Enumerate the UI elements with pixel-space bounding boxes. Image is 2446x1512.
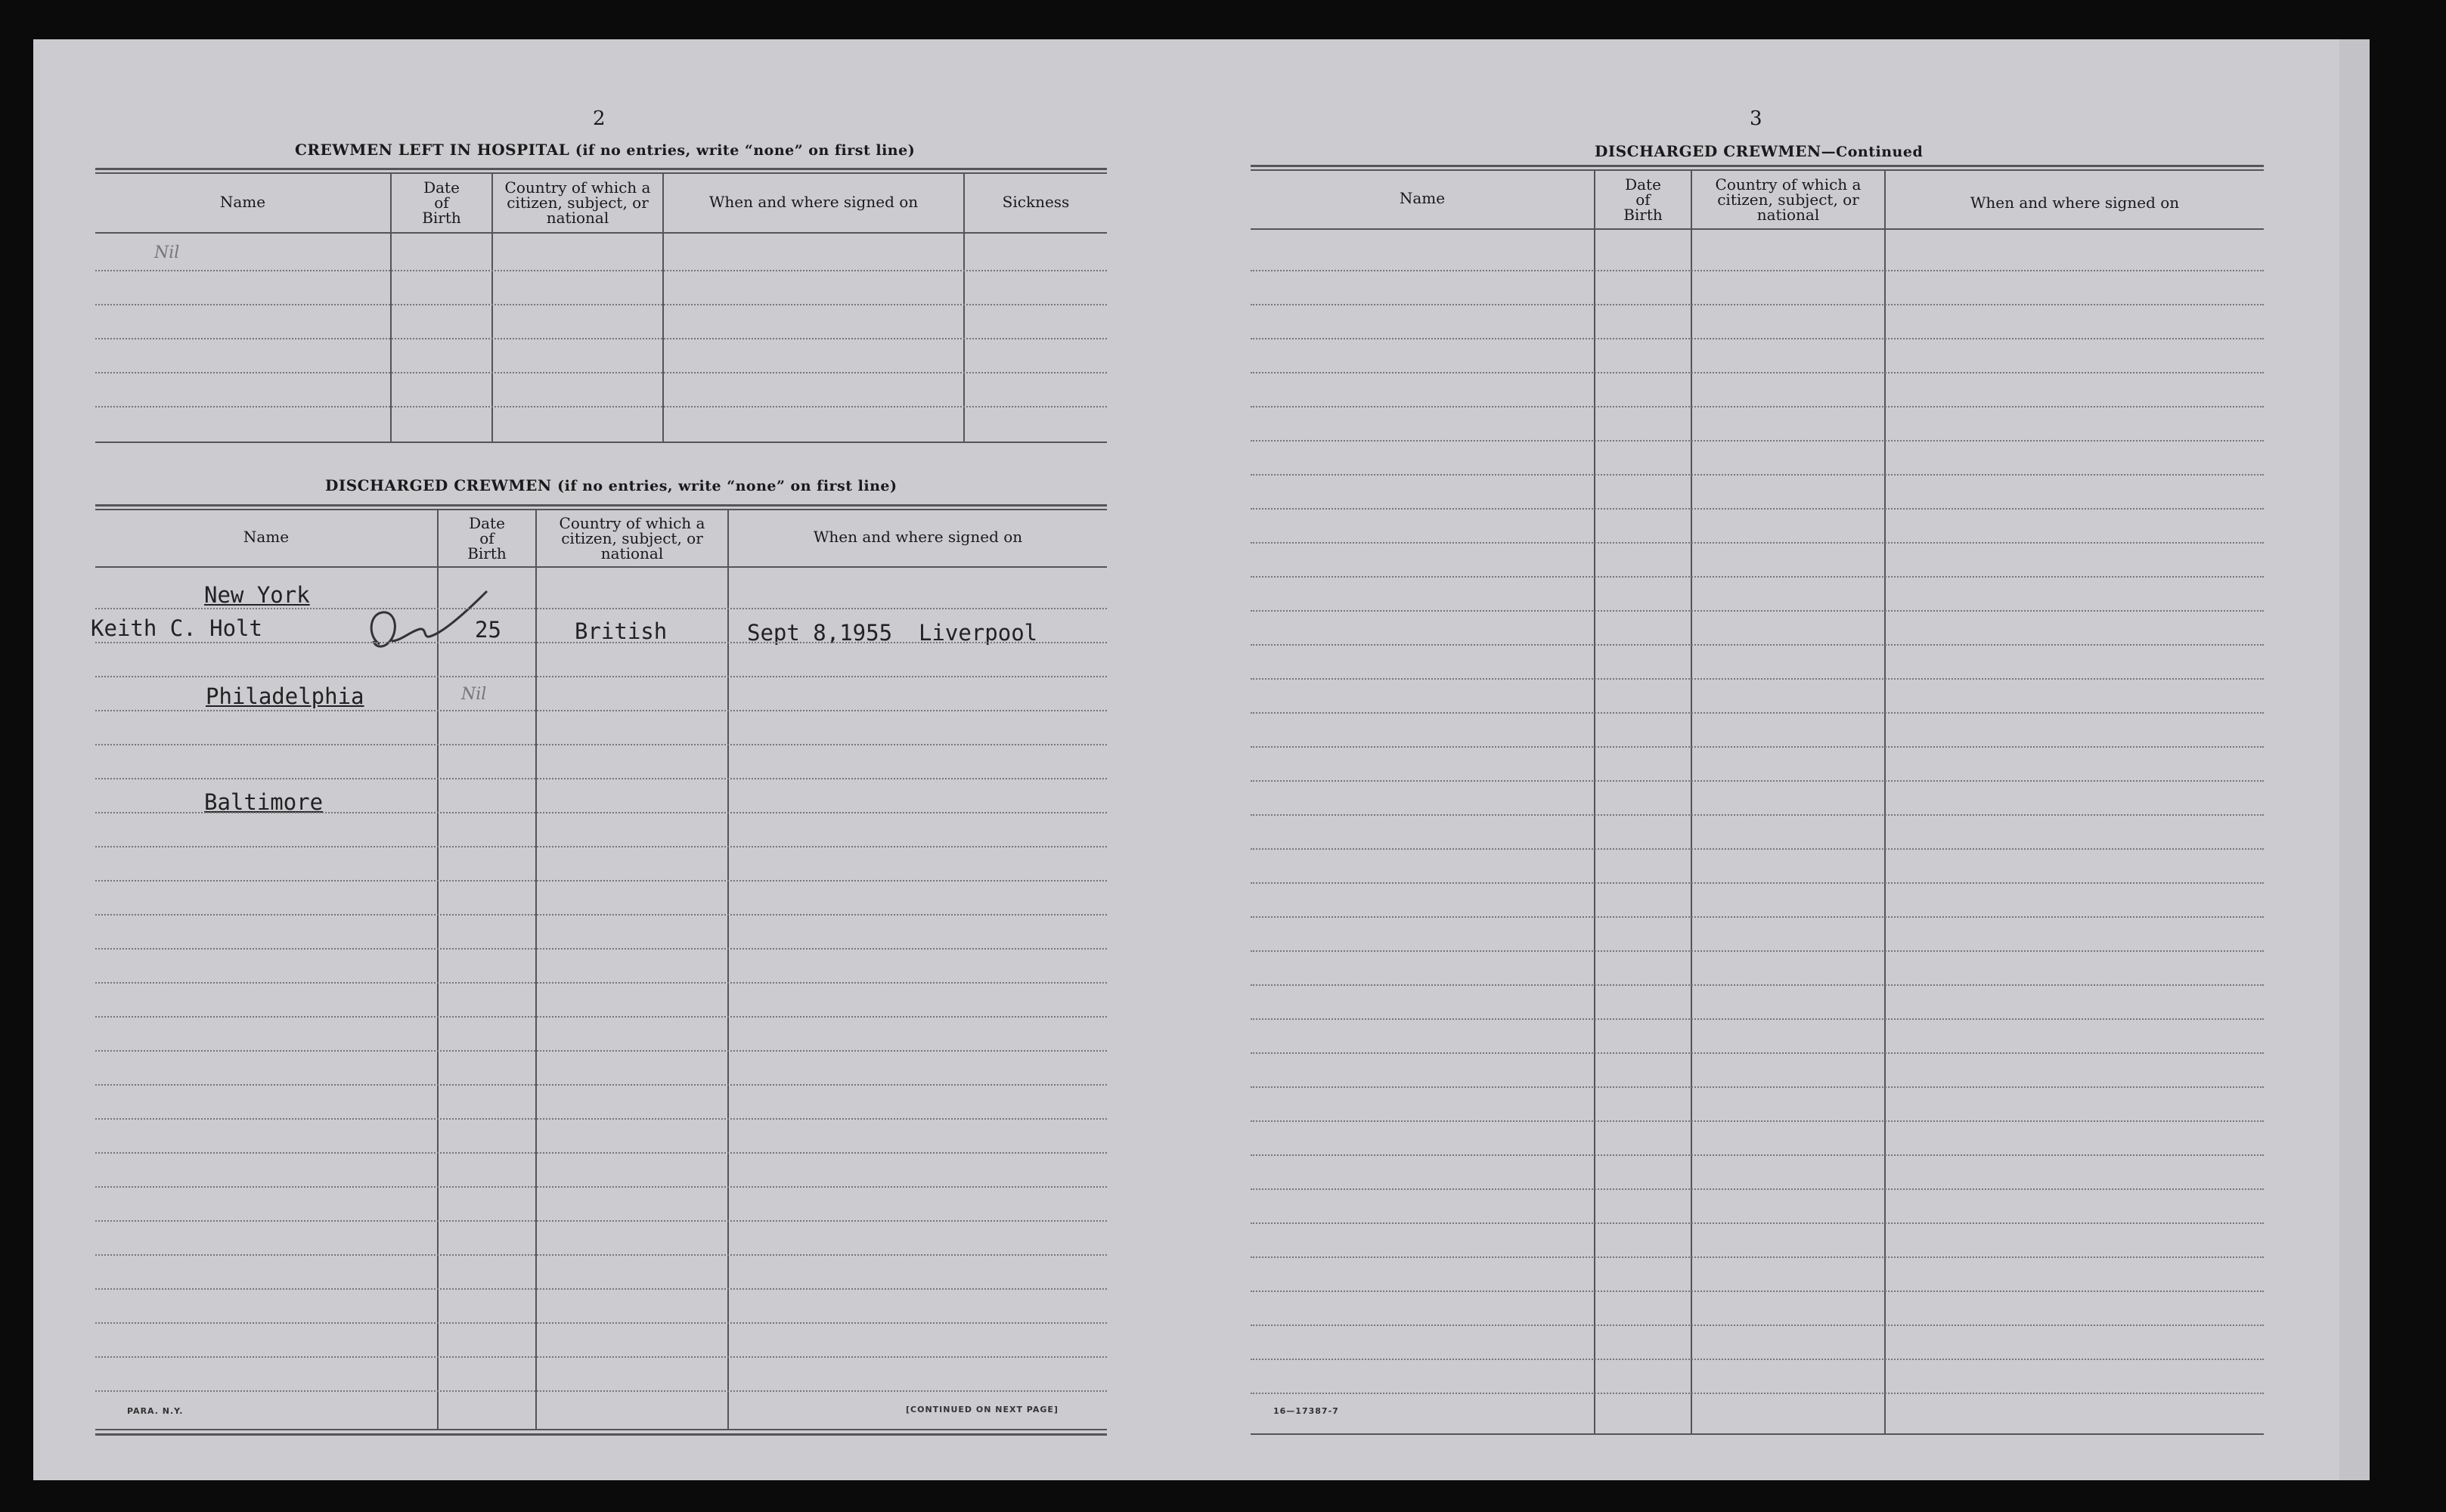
hospital-col-when: When and where signed on: [708, 193, 919, 211]
discharged-instruction: (if no entries, write “none” on first line): [557, 478, 897, 494]
discharged-top-rule: [95, 504, 1107, 507]
right-row-line: [1251, 1188, 2264, 1190]
right-col-when: When and where signed on: [1970, 194, 2180, 212]
hospital-title-text: CREWMEN LEFT IN HOSPITAL: [295, 141, 570, 159]
right-row-line: [1251, 508, 2264, 510]
right-row-line: [1251, 576, 2264, 578]
discharged-row-line: [95, 778, 1107, 779]
right-row-line: [1251, 1359, 2264, 1360]
right-row-line: [1251, 984, 2264, 986]
footer-printer: PARA. N.Y.: [127, 1406, 184, 1416]
hospital-col-sep-3: [662, 172, 664, 442]
hospital-section-title: [295, 141, 915, 159]
discharged-col-sep-2: [535, 509, 537, 1429]
discharged-section-title: [325, 476, 897, 494]
discharged-bottom-rule: [95, 1429, 1107, 1430]
right-row-line: [1251, 1325, 2264, 1326]
hospital-row-line: [95, 406, 1107, 407]
port-baltimore: Baltimore: [204, 789, 324, 815]
right-row-line: [1251, 270, 2264, 271]
right-row-line: [1251, 474, 2264, 476]
crewman-name: Keith C. Holt: [91, 615, 262, 641]
hospital-top-rule-2: [95, 172, 1107, 174]
hospital-header-rule: [95, 232, 1107, 234]
discharged-row-line: [95, 676, 1107, 677]
right-col-dob: Date of Birth: [1623, 175, 1663, 224]
discharged-row-line: [95, 1050, 1107, 1052]
right-row-line: [1251, 848, 2264, 850]
discharged-row-line: [95, 982, 1107, 984]
discharged-row-line: [95, 744, 1107, 745]
discharged-row-line: [95, 1288, 1107, 1290]
discharged-col-dob: Date of Birth: [467, 514, 507, 562]
footer-continued: [CONTINUED ON NEXT PAGE]: [906, 1405, 1059, 1414]
sheet-edge: [2339, 39, 2370, 1480]
hospital-instruction: (if no entries, write “none” on first line): [575, 142, 916, 159]
right-row-line: [1251, 440, 2264, 442]
right-row-line: [1251, 678, 2264, 680]
right-header-rule: [1251, 228, 2264, 230]
hospital-row-line: [95, 270, 1107, 271]
discharged-row-line: [95, 642, 1107, 643]
footer-form-code: 16—17387-7: [1273, 1406, 1339, 1416]
hospital-col-sickness: Sickness: [1002, 193, 1070, 211]
handwritten-initials: [336, 569, 502, 674]
discharged-col-country: Country of which a citizen, subject, or national: [559, 514, 705, 562]
right-col-sep-2: [1691, 169, 1692, 1433]
right-col-country: Country of which a citizen, subject, or national: [1715, 175, 1862, 224]
right-row-line: [1251, 950, 2264, 952]
hospital-col-name: Name: [219, 193, 266, 211]
right-row-line: [1251, 1393, 2264, 1394]
right-col-name: Name: [1399, 189, 1446, 207]
hospital-row-line: [95, 338, 1107, 339]
hospital-col-sep-4: [963, 172, 965, 442]
right-row-line: [1251, 916, 2264, 918]
port-new-york: New York: [204, 582, 310, 608]
left-page-number: 2: [593, 107, 606, 130]
discharged-row-line: [95, 812, 1107, 813]
port-philadelphia: Philadelphia: [206, 683, 364, 709]
discharged-row-line: [95, 880, 1107, 881]
right-row-line: [1251, 304, 2264, 305]
right-row-line: [1251, 882, 2264, 884]
right-row-line: [1251, 1086, 2264, 1088]
discharged-row-line: [95, 1356, 1107, 1358]
discharged-row-line: [95, 1152, 1107, 1154]
crewman-country: British: [575, 618, 668, 644]
discharged-row-line: [95, 1118, 1107, 1120]
hospital-col-dob: Date of Birth: [422, 178, 461, 227]
right-row-line: [1251, 712, 2264, 714]
right-row-line: [1251, 1154, 2264, 1156]
right-bottom-rule: [1251, 1433, 2264, 1435]
discharged-row-line: [95, 1220, 1107, 1222]
hospital-nil-entry: Nil: [154, 243, 180, 262]
discharged-row-line: [95, 1254, 1107, 1256]
discharged-col-sep-3: [727, 509, 729, 1429]
right-row-line: [1251, 1222, 2264, 1224]
right-col-sep-3: [1884, 169, 1886, 1433]
discharged-header-rule: [95, 566, 1107, 568]
hospital-bottom-rule: [95, 442, 1107, 443]
right-title-text: DISCHARGED CREWMEN: [1595, 142, 1821, 160]
discharged-row-line: [95, 846, 1107, 847]
discharged-row-line: [95, 1016, 1107, 1018]
discharged-bottom-rule-2: [95, 1433, 1107, 1436]
philadelphia-nil-mark: Nil: [461, 685, 487, 704]
hospital-row-line: [95, 304, 1107, 305]
discharged-row-line: [95, 948, 1107, 950]
right-top-rule: [1251, 165, 2264, 167]
right-row-line: [1251, 1052, 2264, 1054]
right-page-number: 3: [1750, 107, 1762, 130]
right-row-line: [1251, 610, 2264, 612]
right-row-line: [1251, 338, 2264, 339]
discharged-row-line: [95, 1186, 1107, 1188]
hospital-col-country: Country of which a citizen, subject, or national: [504, 178, 651, 227]
right-row-line: [1251, 1290, 2264, 1292]
right-row-line: [1251, 542, 2264, 544]
crewman-dob: 25: [475, 617, 501, 643]
discharged-top-rule-2: [95, 509, 1107, 510]
right-title-continued: —Continued: [1821, 144, 1924, 160]
right-row-line: [1251, 1256, 2264, 1258]
right-row-line: [1251, 746, 2264, 748]
right-row-line: [1251, 814, 2264, 816]
discharged-row-line: [95, 608, 1107, 609]
right-row-line: [1251, 1120, 2264, 1122]
right-row-line: [1251, 780, 2264, 782]
discharged-row-line: [95, 1084, 1107, 1086]
document-sheet: [33, 39, 2339, 1480]
discharged-row-line: [95, 1390, 1107, 1392]
discharged-row-line: [95, 710, 1107, 711]
discharged-row-line: [95, 914, 1107, 916]
right-row-line: [1251, 644, 2264, 646]
discharged-title-text: DISCHARGED CREWMEN: [325, 476, 552, 494]
hospital-top-rule: [95, 168, 1107, 170]
right-row-line: [1251, 372, 2264, 373]
discharged-row-line: [95, 1322, 1107, 1324]
right-row-line: [1251, 406, 2264, 407]
right-row-line: [1251, 1018, 2264, 1020]
discharged-col-name: Name: [243, 528, 290, 546]
right-col-sep-1: [1594, 169, 1595, 1433]
right-section-title: [1595, 142, 1923, 160]
right-top-rule-2: [1251, 169, 2264, 171]
discharged-col-when: When and where signed on: [813, 528, 1023, 546]
hospital-row-line: [95, 372, 1107, 373]
crewman-signed-on: Sept 8,1955 Liverpool: [747, 620, 1038, 646]
